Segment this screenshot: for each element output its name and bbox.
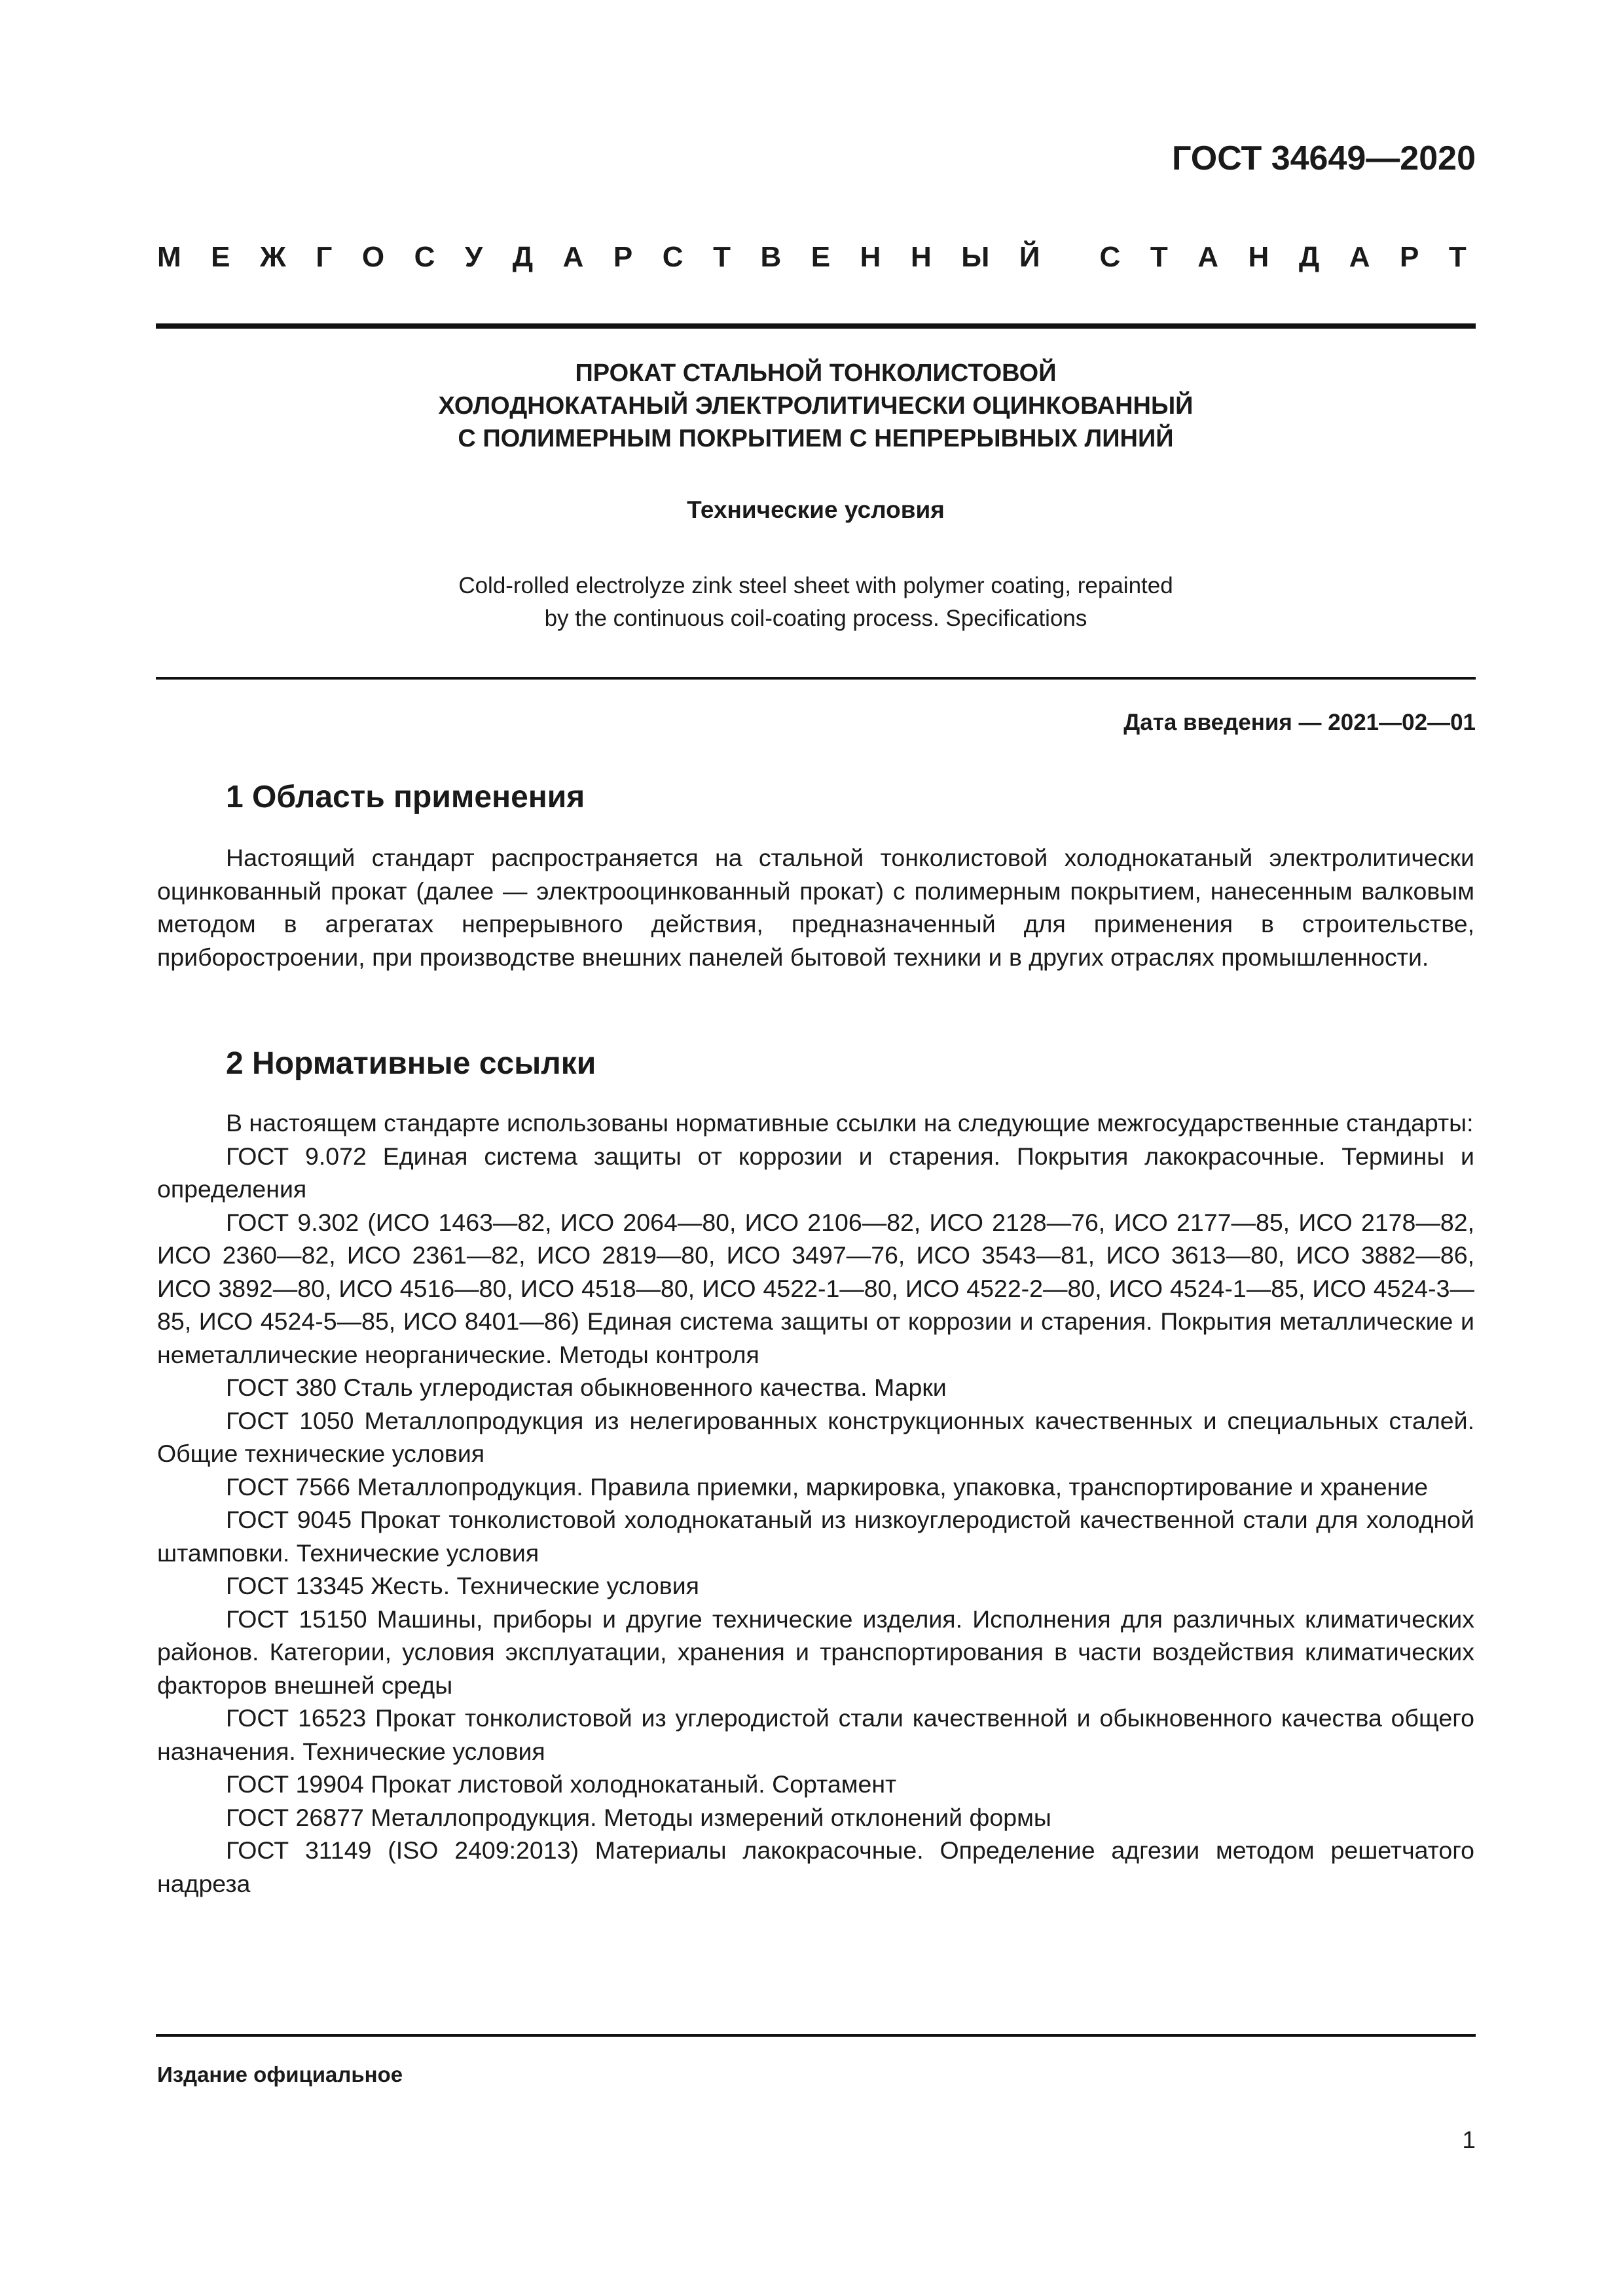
banner-letter: Р [613,241,633,273]
reference-item: ГОСТ 31149 (ISO 2409:2013) Материалы лакокрасочные. Определение адгезии методом решетчатого надреза [157,1836,1474,1897]
reference-item: ГОСТ 19904 Прокат листовой холоднокатаный. Сортамент [226,1770,897,1798]
header-rule [156,323,1476,329]
reference-item: ГОСТ 16523 Прокат тонколистовой из углеродистой стали качественной и обыкновенного качества общего назначения. Технические условия [157,1704,1474,1765]
banner-letter: О [361,241,385,273]
english-title-line-2: by the continuous coil-coating process. Specifications [544,606,1087,631]
english-title-line-1: Cold-rolled electrolyze zink steel sheet with polymer coating, repainted [458,573,1173,598]
reference-item: В настоящем стандарте использованы нормативные ссылки на следующие межгосударственные стандарты: [226,1109,1474,1137]
english-title [157,570,1474,635]
banner-letter: Е [811,241,831,273]
introduction-date: Дата введения — 2021—02—01 [1123,710,1476,735]
page-number: 1 [1462,2126,1476,2153]
banner-letter: Р [1399,241,1419,273]
banner-letter: А [1349,241,1370,273]
banner-letter: Е [211,241,230,273]
banner-letter: Д [512,241,534,273]
banner-letter: У [464,241,483,273]
banner-letter: Н [1248,241,1269,273]
title-line-1: ПРОКАТ СТАЛЬНОЙ ТОНКОЛИСТОВОЙ [575,359,1057,387]
reference-item: ГОСТ 15150 Машины, приборы и другие технические изделия. Исполнения для различных климатических районов. Категории, условия эксплуатации, хранения и транспортирования в части воздействия климатических факторов внешней среды [157,1605,1474,1699]
document-subtitle: Технические условия [687,496,945,523]
title-rule [156,677,1476,680]
references-list [157,1106,1474,1900]
banner-letter: Г [316,241,333,273]
scope-text: Настоящий стандарт распространяется на стальной тонколистовой холоднокатаный электролитически оцинкованный прокат (далее — электрооцинкованный прокат) с полимерным покрытием, нанесенным валковым методом в агрегатах непрерывного действия, предназначенный для применения в строительстве, приборостроении, при производстве внешних панелей бытовой техники и в других отраслях промышленности. [157,844,1474,971]
banner-letter: А [1197,241,1218,273]
banner-letter: С [662,241,684,273]
banner-letter: Д [1298,241,1320,273]
banner-letter: Й [1019,241,1040,273]
banner-letter: Т [713,241,731,273]
reference-item: ГОСТ 380 Сталь углеродистая обыкновенного качества. Марки [226,1374,947,1401]
reference-item: ГОСТ 7566 Металлопродукция. Правила приемки, маркировка, упаковка, транспортирование и хранение [226,1472,1429,1501]
reference-item: ГОСТ 13345 Жесть. Технические условия [226,1572,699,1599]
banner-letter: Н [910,241,932,273]
banner-letter: Т [1150,241,1168,273]
reference-item: ГОСТ 1050 Металлопродукция из нелегированных конструкционных качественных и специальных сталей. Общие технические условия [157,1406,1474,1467]
title-line-2: ХОЛОДНОКАТАНЫЙ ЭЛЕКТРОЛИТИЧЕСКИ ОЦИНКОВАННЫЙ [438,392,1194,420]
banner-letter: В [760,241,782,273]
section-heading-scope: 1 Область применения [226,780,585,814]
banner-letter: Ж [260,241,286,273]
banner-letter: Ы [961,241,990,273]
banner-letter: Н [860,241,881,273]
document-title [157,357,1474,455]
banner-letter: А [562,241,584,273]
reference-item: ГОСТ 9.302 (ИСО 1463—82, ИСО 2064—80, ИСО 2106—82, ИСО 2128—76, ИСО 2177—85, ИСО 2178—82, ИСО 2360—82, ИСО 2361—82, ИСО 2819—80, ИСО 3497—76, ИСО 3543—81, ИСО 3613—80, ИСО 3882—86, ИСО 3892—80, ИСО 4516—80, ИСО 4518—80, ИСО 4522-1—80, ИСО 4522-2—80, ИСО 4524-1—85, ИСО 4524-3—85, ИСО 4524-5—85, ИСО 8401—86) Единая система защиты от коррозии и старения. Покрытия металлические и неметаллические неорганические. Методы контроля [157,1208,1474,1368]
document-number: ГОСТ 34649—2020 [1172,139,1476,177]
banner-letter: М [157,241,181,273]
official-edition-label: Издание официальное [157,2062,403,2086]
reference-item: ГОСТ 26877 Металлопродукция. Методы измерений отклонений формы [226,1803,1051,1831]
footer-rule [156,2034,1476,2037]
title-line-3: С ПОЛИМЕРНЫМ ПОКРЫТИЕМ С НЕПРЕРЫВНЫХ ЛИНИЙ [458,425,1174,452]
reference-item: ГОСТ 9045 Прокат тонколистовой холоднокатаный из низкоуглеродистой качественной стали для холодной штамповки. Технические условия [157,1506,1474,1567]
reference-item: ГОСТ 9.072 Единая система защиты от коррозии и старения. Покрытия лакокрасочные. Термины и определения [157,1142,1474,1203]
section-heading-references: 2 Нормативные ссылки [226,1046,596,1081]
banner-letter: С [414,241,435,273]
standard-banner [157,241,1467,274]
banner-letter: Т [1448,241,1467,273]
scope-paragraph [157,841,1474,974]
banner-letter: С [1099,241,1121,273]
